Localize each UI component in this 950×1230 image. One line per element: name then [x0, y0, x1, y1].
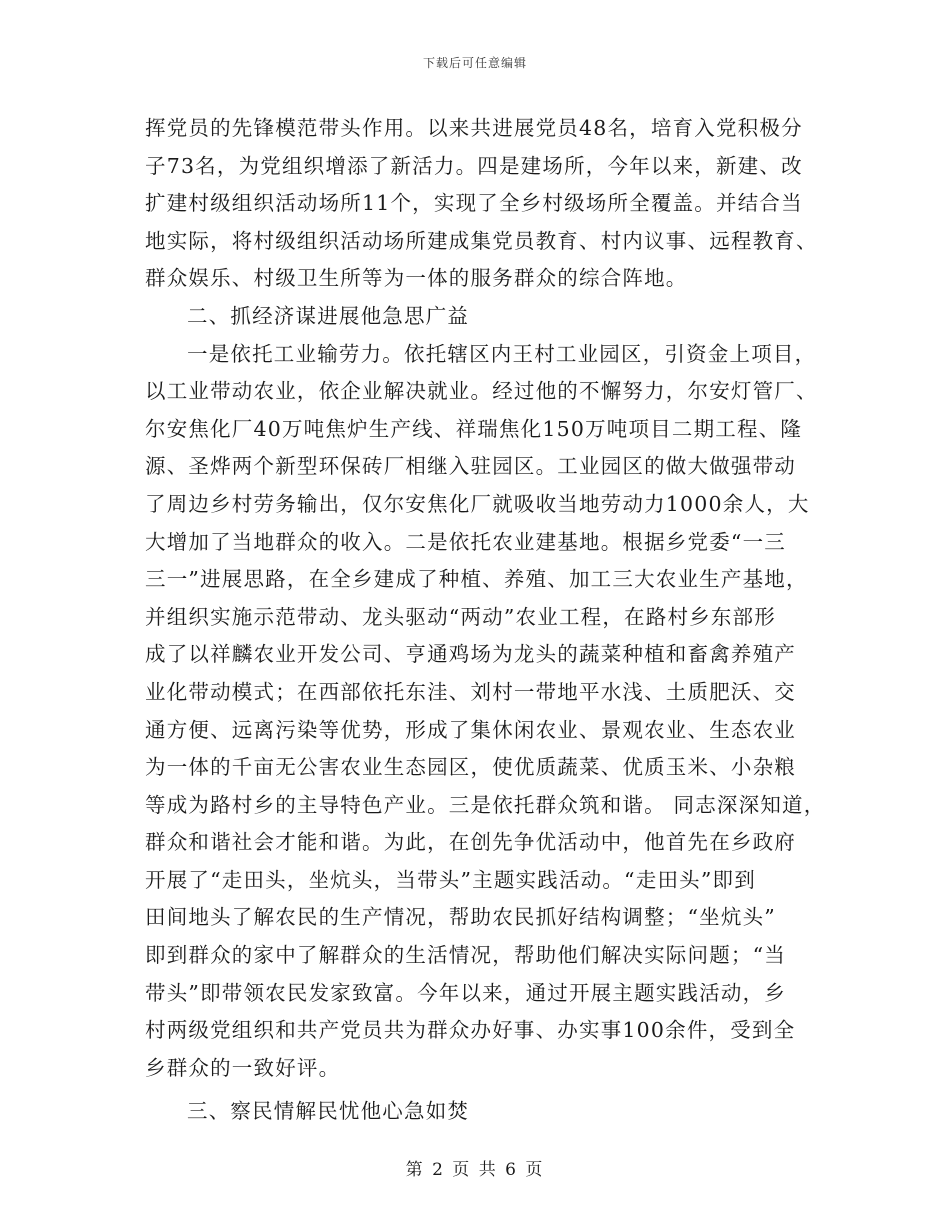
body-line: 为一体的千亩无公害农业生态园区，使优质蔬菜、优质玉米、小杂粮	[145, 755, 796, 780]
body-line: 了周边乡村劳务输出，仅尔安焦化厂就吸收当地劳动力1000余人，大	[145, 491, 810, 516]
body-line: 开展了“走田头，坐炕头，当带头”主题实践活动。“走田头”即到	[145, 867, 756, 892]
section-heading-2: 二、抓经济谋进展他急思广益	[187, 303, 470, 328]
body-line: 扩建村级组织活动场所11个，实现了全乡村级场所全覆盖。并结合当	[145, 191, 803, 216]
body-line: 大增加了当地群众的收入。二是依托农业建基地。根据乡党委“一三	[145, 529, 786, 554]
document-body	[145, 110, 825, 1131]
body-line: 一是依托工业输劳力。依托辖区内王村工业园区，引资金上项目，	[187, 341, 817, 366]
body-line: 群众和谐社会才能和谐。为此，在创先争优活动中，他首先在乡政府	[145, 830, 796, 855]
body-line: 子73名，为党组织增添了新活力。四是建场所，今年以来，新建、改	[145, 153, 803, 178]
body-line: 挥党员的先锋模范带头作用。以来共进展党员48名，培育入党积极分	[145, 116, 803, 140]
body-line: 群众娱乐、村级卫生所等为一体的服务群众的综合阵地。	[145, 266, 688, 291]
body-line: 田间地头了解农民的生产情况，帮助农民抓好结构调整；“坐炕头”	[145, 905, 776, 930]
body-line: 带头”即带领农民发家致富。今年以来，通过开展主题实践活动，乡	[145, 980, 786, 1005]
section-heading-3: 三、察民情解民忧他心急如焚	[187, 1099, 470, 1124]
body-line: 乡群众的一致好评。	[145, 1055, 341, 1080]
body-line: 以工业带动农业，依企业解决就业。经过他的不懈努力，尔安灯管厂、	[145, 379, 818, 404]
body-line: 村两级党组织和共产党员共为群众办好事、办实事100余件，受到全	[145, 1018, 796, 1043]
body-line: 源、圣烨两个新型环保砖厂相继入驻园区。工业园区的做大做强带动	[145, 454, 796, 479]
body-line: 尔安焦化厂40万吨焦炉生产线、祥瑞焦化150万吨项目二期工程、隆	[145, 416, 803, 441]
body-line: 成了以祥麟农业开发公司、亨通鸡场为龙头的蔬菜种植和畜禽养殖产	[145, 642, 796, 667]
body-line: 地实际，将村级组织活动场所建成集党员教育、村内议事、远程教育、	[145, 228, 818, 253]
page-header-note: 下载后可任意编辑	[422, 56, 527, 70]
body-line: 通方便、远离污染等优势，形成了集休闲农业、景观农业、生态农业	[145, 717, 796, 742]
body-line: 业化带动模式；在西部依托东洼、刘村一带地平水浅、土质肥沃、交	[145, 679, 796, 704]
body-line: 三一”进展思路，在全乡建成了种植、养殖、加工三大农业生产基地，	[145, 567, 808, 592]
body-line: 等成为路村乡的主导特色产业。三是依托群众筑和谐。 同志深深知道，	[145, 792, 826, 817]
body-line: 并组织实施示范带动、龙头驱动“两动”农业工程，在路村乡东部形	[145, 604, 776, 629]
body-line: 即到群众的家中了解群众的生活情况，帮助他们解决实际问题；“当	[145, 943, 786, 968]
page-number-footer: 第 2 页 共 6 页	[405, 1160, 545, 1180]
